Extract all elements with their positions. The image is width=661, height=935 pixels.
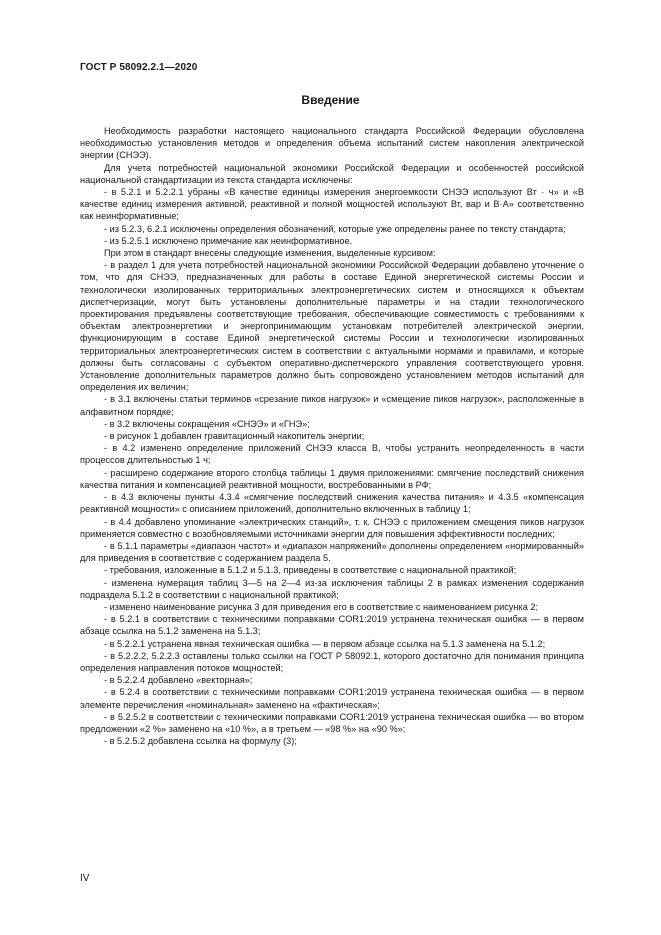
paragraph: - требования, изложенные в 5.1.2 и 5.1.3, приведены в соответствие с национальной практикой; <box>104 565 517 576</box>
paragraph: - изменено наименование рисунка 3 для приведения его в соответствие с наименованием рисунка 2; <box>104 601 539 612</box>
paragraph: Необходимость разработки настоящего национального стандарта Российской Федерации обусловлена необходимостью установления методов и определения объема испытаний систем накопления электрической энергии (СНЭЭ). <box>80 126 584 161</box>
paragraph: Для учета потребностей национальной экономики Российской Федерации и особенностей российской национальной стандартизации из текста стандарта исключены: <box>80 162 584 185</box>
paragraph: - в 5.2.2.2, 5.2.2.3 оставлены только ссылки на ГОСТ Р 58092.1, которого достаточно для понимания принципа определения направления потоков мощностей; <box>80 650 584 673</box>
paragraph: - в 5.2.4 в соответствии с техническими поправками COR1:2019 устранена техническая ошибка — в первом элементе перечисления «номинальная» заменено на «фактическая»; <box>80 687 584 710</box>
paragraph: - в рисунок 1 добавлен гравитационный накопитель энергии; <box>104 431 365 442</box>
paragraph: - в 5.2.5.2 добавлена ссылка на формулу (3); <box>104 736 297 747</box>
paragraph: - в 4.4 добавлено упоминание «электрических станций», т. к. СНЭЭ с приложением смещения пиков нагрузок применяется совместно с возобновляемыми источниками энергии для повышения эффективности последних; <box>80 516 584 539</box>
paragraph: - в 5.2.1 и 5.2.2.1 убраны «В качестве единицы измерения энергоемкости СНЭЭ используют Вт · ч» и «В качестве единиц измерения активной, реактивной и полной мощностей используют Вт, вар и В·А» соответственно как неинформативные; <box>80 187 584 222</box>
paragraph: - из 5.2.5.1 исключено примечание как неинформативное. <box>104 235 353 246</box>
paragraph: - расширено содержание второго столбца таблицы 1 двумя приложениями: смягчение последствий снижения качества питания и компенсацией реактивной мощности, востребованными в РФ; <box>80 467 584 490</box>
document-header: ГОСТ Р 58092.2.1—2020 <box>80 62 198 73</box>
paragraph: - в 4.3 включены пункты 4.3.4 «смягчение последствий снижения качества питания» и 4.3.5 «компенсация реактивной мощности» с описанием приложений, дополнительно включенных в таблицу 1; <box>80 492 584 515</box>
paragraph: - в 5.2.1 в соответствии с техническими поправками COR1:2019 устранена техническая ошибка — в первом абзаце ссылка на 5.1.2 заменена на 5.1.3; <box>80 614 584 637</box>
paragraph: - в 3.1 включены статьи терминов «срезание пиков нагрузок» и «смещение пиков нагрузок», расположенные в алфавитном порядке; <box>80 394 584 417</box>
paragraph: - в 4.2 изменено определение приложений СНЭЭ класса В, чтобы устранить неопределенность в части процессов длительностью 1 ч; <box>80 443 584 466</box>
paragraph: - в 5.2.2.1 устранена явная техническая ошибка — в первом абзаце ссылка на 5.1.3 заменена на 5.1.2; <box>104 638 546 649</box>
section-title: Введение <box>301 93 360 107</box>
paragraph: - изменена нумерация таблиц 3—5 на 2—4 из-за исключения таблицы 2 в рамках изменения содержания подраздела 5.1.2 в соответствии с национальной практикой; <box>80 577 584 600</box>
paragraph: - в 5.1.1 параметры «диапазон частот» и «диапазон напряжений» дополнены определением «нормированный» для приведения в соответствие с содержанием раздела 5. <box>80 540 584 564</box>
paragraph: - в раздел 1 для учета потребностей национальной экономики Российской Федерации добавлено уточнение о том, что для СНЭЭ, предназначенных для работы в составе Единой энергетической системы России и технологически изолированных территориальных электроэнергетических систем и относящихся к объектам диспетчеризации, могут быть установлены дополнительные параметры и на стадии технологического проектирования предъявлены соответствующие требования, обеспечивающие совместимость с требованиями к объектам электроэнергетики и энергопринимающим установкам потребителей электрической энергии, функционирующим в составе Единой энергетической системы России и технологически изолированных территориальных электроэнергетических систем в соответствии с актуальными нормами и правилами, и которые должны быть согласованы с субъектом оперативно-диспетчерского управления соответствующего уровня. Установление дополнительных параметров должно быть сопровождено установлением методов испытаний для определения их величин; <box>80 260 584 393</box>
paragraph: - в 5.2.5.2 в соответствии с техническими поправками COR1:2019 устранена техническая ошибка — во втором предложении «2 %» заменено на «10 %», а в третьем — «98 %» на «90 %»; <box>80 711 584 734</box>
page-number: IV <box>80 873 90 884</box>
paragraph: При этом в стандарт внесены следующие изменения, выделенные курсивом: <box>104 248 436 259</box>
paragraph: - из 5.2.3, 6.2.1 исключены определения обозначений, которые уже определены ранее по тексту стандарта; <box>104 223 566 234</box>
document-body <box>80 125 584 747</box>
paragraph: - в 5.2.2.4 добавлено «векторная»; <box>104 675 253 686</box>
paragraph: - в 3.2 включены сокращения «СНЭЭ» и «ГНЭ»; <box>104 418 310 429</box>
